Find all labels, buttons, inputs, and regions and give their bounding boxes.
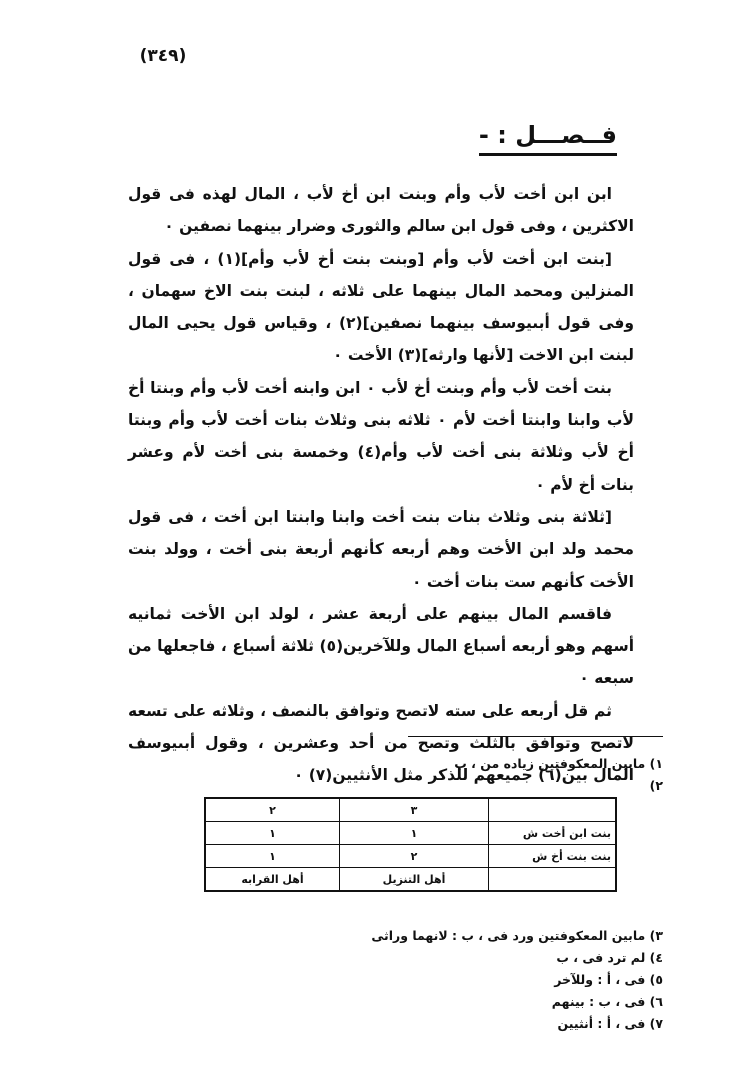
footnotes-bottom — [103, 924, 663, 1034]
footnote-divider — [408, 736, 663, 737]
footnote-4: ٤) لم ترد فى ، ب — [556, 950, 663, 965]
footnote-1: ١) مابين المعكوفتين زياده من ، ب — [454, 756, 663, 771]
paragraph: [بنت ابن أخت لأب وأم [وبنت بنت أخ لأب وأم](١) ، فى قول المنزلين ومحمد المال بينهما على ثلاثه ، لبنت بنت الاخ سهمان ، وفى قول أبىيوسف بينهما نصفين](٢) ، وقياس قول يحيى المال لبنت ابن الاخت [لأنها وارثه](٣) الأخت ٠ — [128, 249, 634, 365]
paragraph: بنت أخت لأب وأم وبنت أخ لأب ٠ ابن وابنه أخت لأب وأم وبنتا أخ لأب وابنا وابنتا أخت لأم ٠ ثلاثه بنى وثلاث بنات أخت لأب وأم وبنتا أخ لأب وثلاثة بنى أخت لأب وأم(٤) وخمسة بنى أخت لأم وعشر بنات أخ لأم ٠ — [128, 378, 634, 494]
table-cell: ١ — [205, 822, 340, 845]
footnote-5: ٥) فى ، أ : وللآخر — [554, 972, 663, 987]
paragraph: ابن ابن أخت لأب وأم وبنت ابن أخ لأب ، المال لهذه فى قول الاكثرين ، وفى قول ابن سالم والثورى وضرار بينهما نصفين ٠ — [128, 185, 634, 236]
body-text — [128, 178, 634, 792]
table-row — [205, 798, 616, 822]
table-cell: ٢ — [205, 798, 340, 822]
footnote-3: ٣) مابين المعكوفتين ورد فى ، ب : لانهما وراثى — [371, 928, 663, 943]
footnote-6: ٦) فى ، ب : بينهم — [551, 994, 663, 1009]
footnote-table — [204, 797, 617, 892]
paragraph: فاقسم المال بينهم على أربعة عشر ، لولد ابن الأخت ثمانيه أسهم وهو أربعه أسباع المال وللآخرين(٥) ثلاثة أسباع ، فاجعلها من سبعه ٠ — [128, 604, 635, 688]
table-row — [205, 845, 616, 868]
table-row — [205, 868, 616, 892]
table-cell: ١ — [340, 822, 489, 845]
table-cell — [489, 798, 617, 822]
table-cell: بنت بنت أخ ش — [489, 845, 617, 868]
table-cell: أهل القرابه — [205, 868, 340, 892]
paragraph: [ثلاثة بنى وثلاث بنات بنت أخت وابنا وابنتا ابن أخت ، فى قول محمد ولد ابن الأخت وهم أربعه كأنهم أربعة بنى أخت ، وولد بنت الأخت كأنهم ست بنات أخت ٠ — [128, 507, 634, 591]
table-cell: أهل التنزيل — [340, 868, 489, 892]
table-row — [205, 822, 616, 845]
page-number: (٣٤٩) — [139, 46, 187, 66]
footnote-2: ٢) — [649, 778, 663, 793]
section-heading: فــصـــل : - — [479, 120, 617, 156]
footnotes-top — [103, 753, 663, 797]
table-cell: ٣ — [340, 798, 489, 822]
table-cell: ١ — [205, 845, 340, 868]
table-cell: ٢ — [340, 845, 489, 868]
table-cell — [489, 868, 617, 892]
paragraph: ثم قل أربعه على سته لاتصح وتوافق بالنصف ، وثلاثه على تسعه لاتصح وتوافق بالثلث وتصح من أحد وعشرين ، وقول أبىيوسف المال بين(٦) جميعهم للذكر مثل الأنثيين(٧) ٠ — [128, 701, 634, 785]
footnote-7: ٧) فى ، أ : أنثيين — [557, 1016, 663, 1031]
table-cell: بنت ابن أخت ش — [489, 822, 617, 845]
